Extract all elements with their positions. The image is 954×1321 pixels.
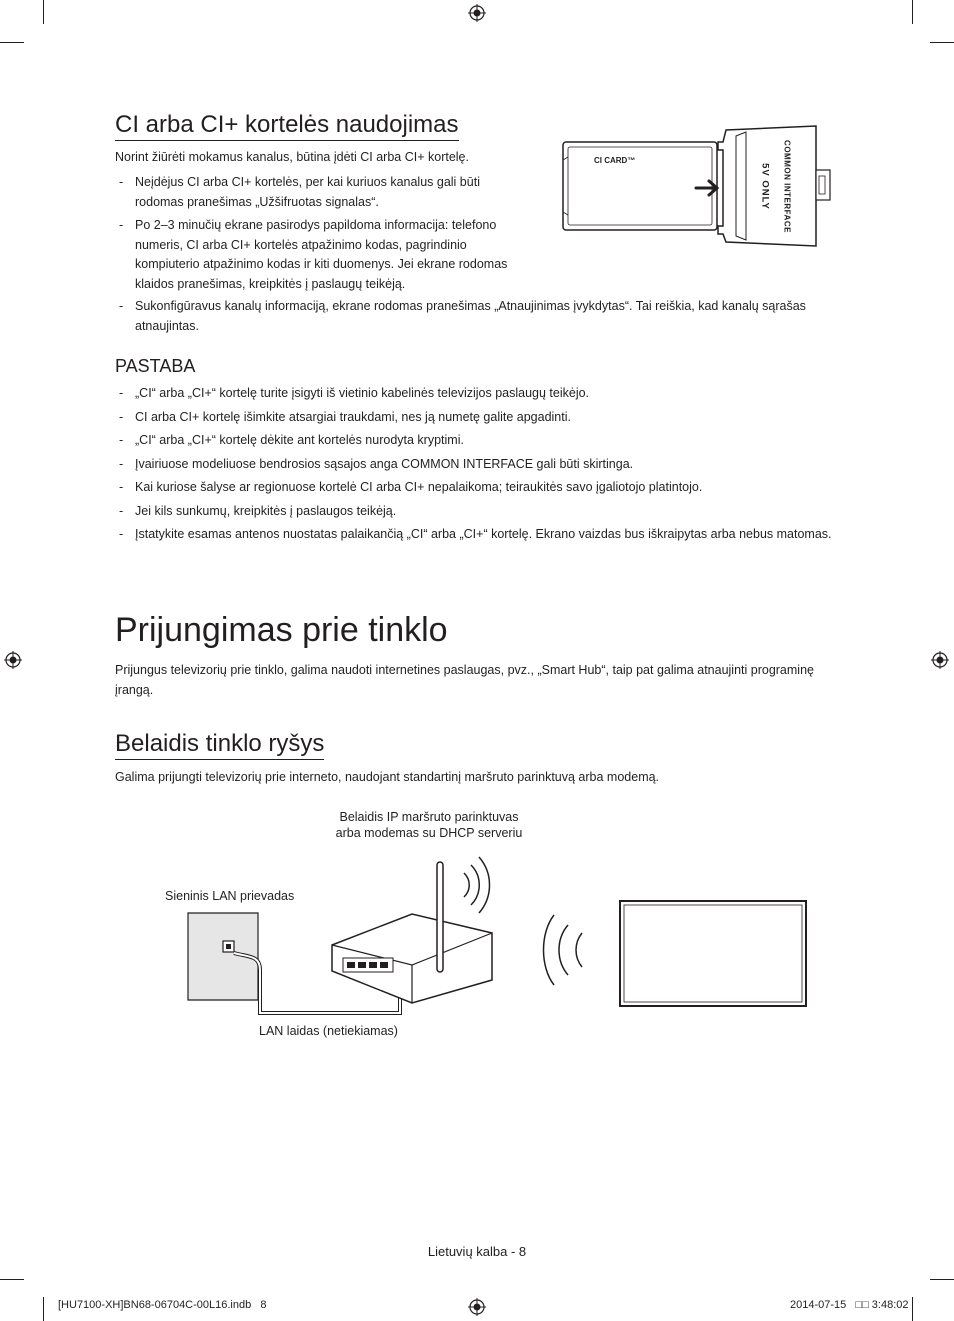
registration-mark-icon <box>468 4 486 22</box>
list-item: - Įvairiuose modeliuose bendrosios sąsajos anga COMMON INTERFACE gali būti skirtinga. <box>115 455 845 475</box>
ci-section-heading: CI arba CI+ kortelės naudojimas <box>115 111 459 141</box>
crop-mark <box>912 0 913 24</box>
list-item: - Neįdėjus CI arba CI+ kortelės, per kai kuriuos kanalus gali būti rodomas pranešimas „Užšifruotas signalas“. <box>115 173 530 212</box>
registration-mark-icon <box>931 651 949 669</box>
note-heading: PASTABA <box>115 356 196 376</box>
ci-card-label: CI CARD™ <box>594 156 636 165</box>
page-title: Prijungimas prie tinklo <box>115 611 448 649</box>
registration-mark-icon <box>4 651 22 669</box>
list-item: - Jei kils sunkumų, kreipkitės į paslaugos teikėją. <box>115 502 845 522</box>
file-info: [HU7100-XH]BN68-06704C-00L16.indb 8 <box>58 1299 267 1311</box>
crop-mark <box>0 1279 24 1280</box>
router-label-line1: Belaidis IP maršruto parinktuvas <box>339 810 519 824</box>
crop-mark <box>930 42 954 43</box>
crop-mark <box>43 1297 44 1321</box>
wireless-intro: Galima prijungti televizorių prie interneto, naudojant standartinį maršruto parinktuvą arba modemą. <box>115 770 660 784</box>
list-item: - Po 2–3 minučių ekrane pasirodys papildoma informacija: telefono numeris, CI arba CI+ kortelės atpažinimo kodas, pagrindinio kompiuterio atpažinimo kodas ir kiti duomenys. Jei ekrane rodomas klaidos pranešimas, kreipkitės į paslaugų teikėją. <box>115 216 530 294</box>
crop-mark <box>930 1279 954 1280</box>
ci-list <box>115 173 530 298</box>
ci-card <box>563 142 717 230</box>
router-antenna <box>437 862 443 972</box>
signal-waves-icon <box>544 915 583 985</box>
ci-card-illustration <box>560 122 850 250</box>
wireless-section-heading: Belaidis tinklo ryšys <box>115 730 324 760</box>
ci-list-wide <box>115 297 845 340</box>
list-item: - Sukonfigūravus kanalų informaciją, ekrane rodomas pranešimas „Atnaujinimas įvykdytas“. Tai reiškia, kad kanalų sąrašas atnaujintas. <box>115 297 845 336</box>
cable-label: LAN laidas (netiekiamas) <box>259 1024 398 1038</box>
list-item: - „CI“ arba „CI+“ kortelę turite įsigyti iš vietinio kabelinės televizijos paslaugų teikėjo. <box>115 384 845 404</box>
crop-mark <box>43 0 44 24</box>
list-item: - Kai kuriose šalyse ar regionuose kortelė CI arba CI+ nepalaikoma; teiraukitės savo įgaliotojo platintojo. <box>115 478 845 498</box>
registration-mark-icon <box>468 1298 486 1316</box>
router-label-line2: arba modemas su DHCP serveriu <box>335 826 523 840</box>
network-diagram <box>180 845 810 1015</box>
ci-intro: Norint žiūrėti mokamus kanalus, būtina įdėti CI arba CI+ kortelę. <box>115 150 469 164</box>
signal-waves-icon <box>464 857 490 913</box>
tv-screen <box>620 901 806 1006</box>
note-list <box>115 384 845 549</box>
list-item: - CI arba CI+ kortelę išimkite atsargiai traukdami, nes ją numetę galite apgadinti. <box>115 408 845 428</box>
network-intro: Prijungus televizorių prie tinklo, galima naudoti internetines paslaugas, pvz., „Smart Hub“, taip pat galima atnaujinti programinę įrangą. <box>115 663 814 697</box>
slot-voltage-label: 5V ONLY <box>759 163 771 210</box>
crop-mark <box>912 1297 913 1321</box>
print-timestamp: 2014-07-15 □□ 3:48:02 <box>790 1299 909 1311</box>
router-label <box>300 809 558 841</box>
list-item: - Įstatykite esamas antenos nuostatas palaikančią „CI“ arba „CI+“ kortelę. Ekrano vaizdas bus iškraipytas arba nebus matomas. <box>115 525 845 545</box>
list-item: - „CI“ arba „CI+“ kortelę dėkite ant kortelės nurodyta kryptimi. <box>115 431 845 451</box>
page-number: Lietuvių kalba - 8 <box>427 1244 527 1259</box>
crop-mark <box>0 42 24 43</box>
wall-port-label: Sieninis LAN prievadas <box>165 889 295 903</box>
slot-interface-label: COMMON INTERFACE <box>782 140 792 233</box>
